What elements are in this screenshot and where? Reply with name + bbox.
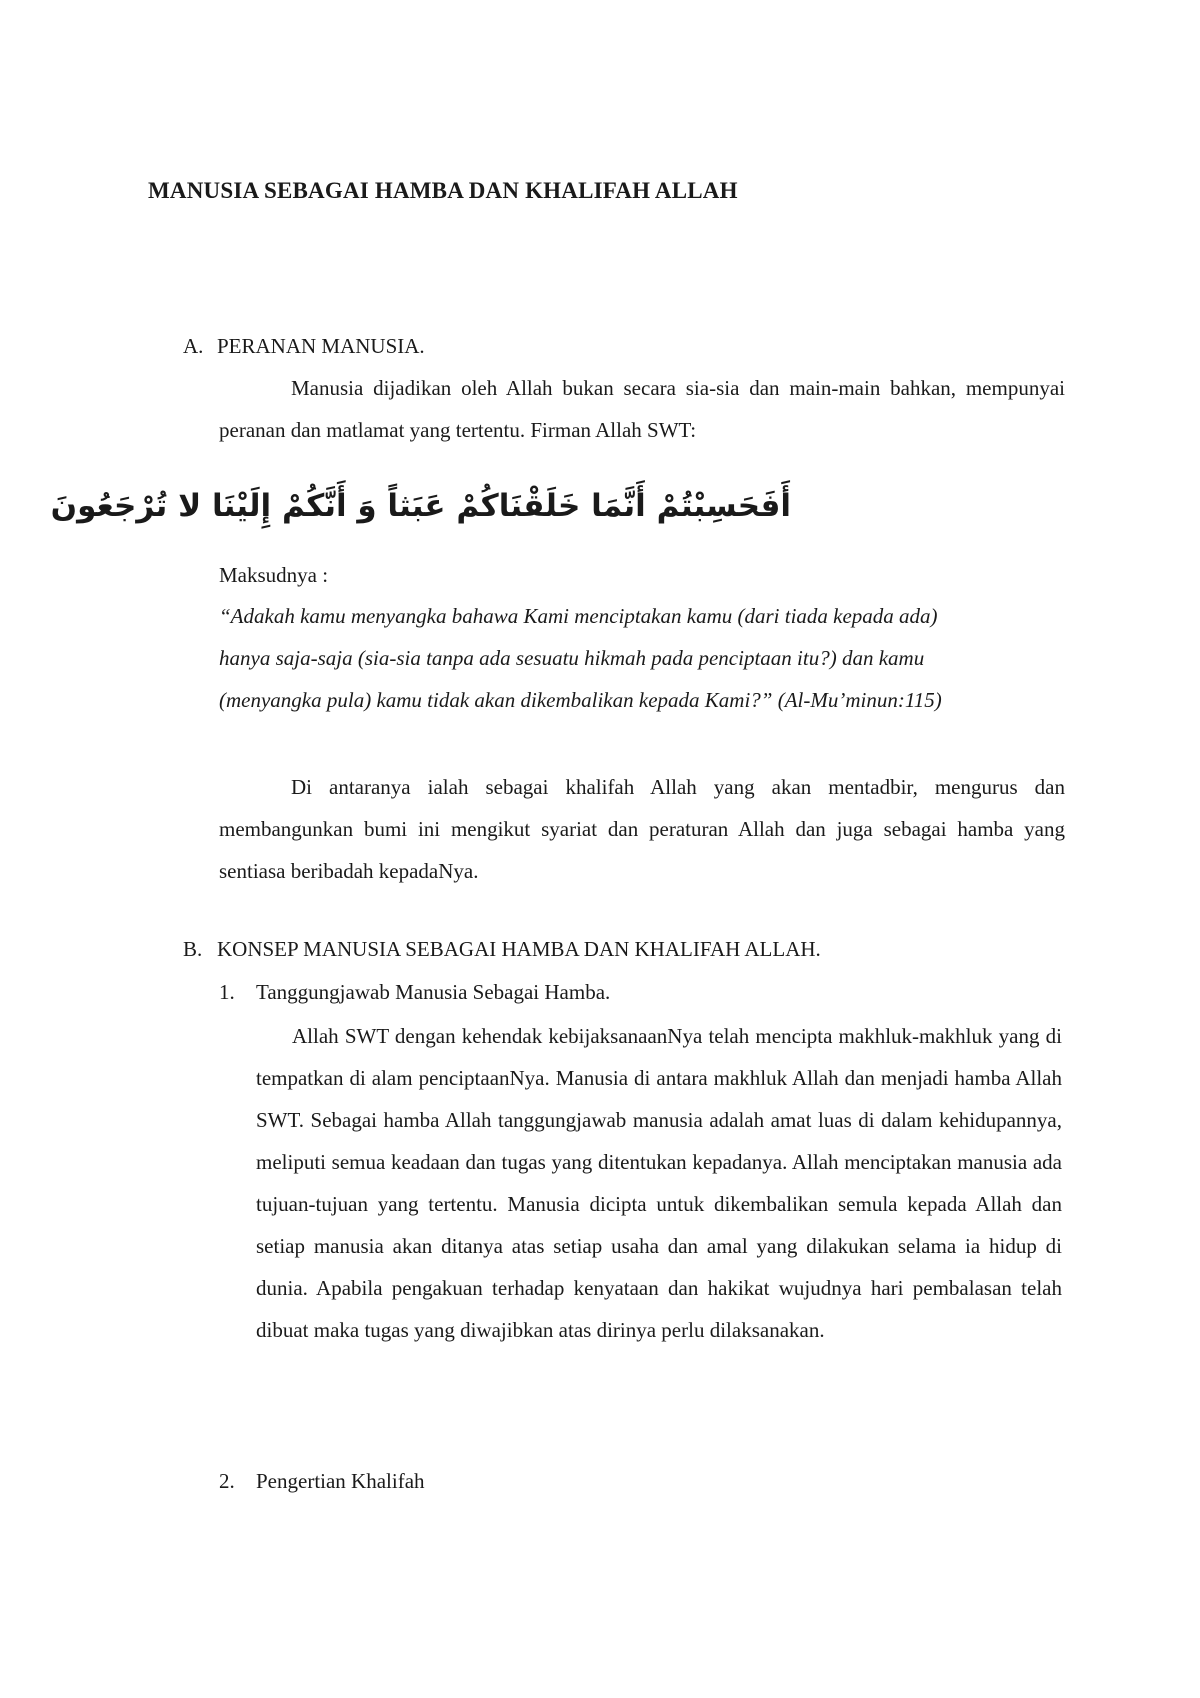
- section-a-closing-text: Di antaranya ialah sebagai khalifah Allah yang akan mentadbir, mengurus dan membangunkan bumi ini mengikut syariat dan peraturan Allah dan juga sebagai hamba yang sentiasa beribadah kepadaNya.: [219, 775, 1065, 883]
- section-a-intro-paragraph: [219, 367, 1065, 451]
- section-a-closing-paragraph: [219, 766, 1065, 892]
- item-1-heading-text: Tanggungjawab Manusia Sebagai Hamba.: [256, 980, 611, 1004]
- translation-line: “Adakah kamu menyangka bahawa Kami menciptakan kamu (dari tiada kepada ada): [219, 604, 938, 628]
- item-1-body-paragraph: [256, 1015, 1062, 1351]
- verse-translation: [219, 595, 1059, 721]
- section-a-marker: A.: [183, 334, 204, 358]
- section-b-marker: B.: [183, 937, 203, 961]
- section-b-heading: [183, 937, 821, 962]
- item-2-marker: 2.: [219, 1469, 235, 1493]
- item-1-heading: [219, 980, 610, 1005]
- section-a-intro-text: Manusia dijadikan oleh Allah bukan secara sia-sia dan main-main bahkan, mempunyai peranan dan matlamat yang tertentu. Firman Allah SWT:: [219, 376, 1065, 442]
- section-a-heading: [183, 334, 425, 359]
- section-b-heading-text: KONSEP MANUSIA SEBAGAI HAMBA DAN KHALIFAH ALLAH.: [217, 937, 821, 961]
- section-a-heading-text: PERANAN MANUSIA.: [217, 334, 425, 358]
- item-1-body-text: Allah SWT dengan kehendak kebijaksanaanNya telah mencipta makhluk-makhluk yang di tempatkan di alam penciptaanNya. Manusia di antara makhluk Allah dan menjadi hamba Allah SWT. Sebagai hamba Allah tanggungjawab manusia adalah amat luas di dalam kehidupannya, meliputi semua keadaan dan tugas yang ditentukan kepadanya. Allah menciptakan manusia ada tujuan-tujuan yang tertentu. Manusia dicipta untuk dikembalikan semula kepada Allah dan setiap manusia akan ditanya atas setiap usaha dan amal yang dilakukan selama ia hidup di dunia. Apabila pengakuan terhadap kenyataan dan hakikat wujudnya hari pembalasan telah dibuat maka tugas yang diwajibkan atas dirinya perlu dilaksanakan.: [256, 1024, 1062, 1342]
- arabic-verse: أَفَحَسِبْتُمْ أَنَّمَا خَلَقْنَاكُمْ عَبَثاً وَ أَنَّكُمْ إِلَيْنَا لا تُرْجَعُونَ: [50, 488, 791, 524]
- item-2-heading: [219, 1469, 425, 1494]
- document-title: MANUSIA SEBAGAI HAMBA DAN KHALIFAH ALLAH: [148, 178, 738, 203]
- item-2-heading-text: Pengertian Khalifah: [256, 1469, 425, 1493]
- maksud-label: Maksudnya :: [219, 563, 329, 587]
- translation-line: (menyangka pula) kamu tidak akan dikembalikan kepada Kami?” (Al-Mu’minun:115): [219, 688, 942, 712]
- translation-line: hanya saja-saja (sia-sia tanpa ada sesuatu hikmah pada penciptaan itu?) dan kamu: [219, 646, 925, 670]
- item-1-marker: 1.: [219, 980, 235, 1004]
